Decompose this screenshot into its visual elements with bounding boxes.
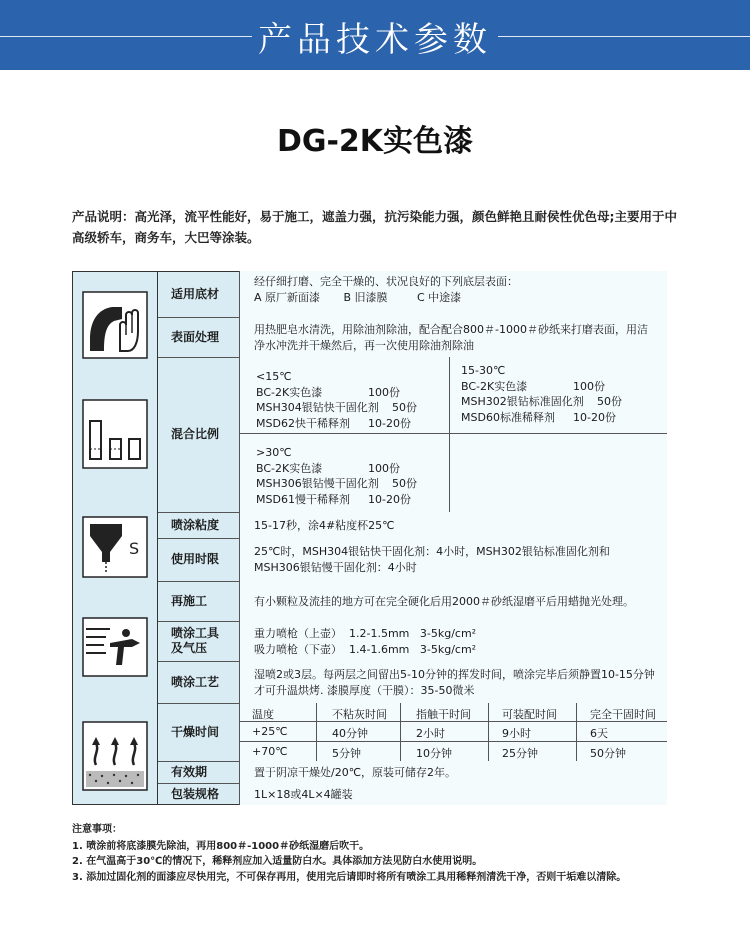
row-substrate — [158, 271, 667, 318]
row-recoat — [158, 581, 667, 622]
hand-wipe-icon — [82, 291, 148, 359]
substrate-options — [254, 290, 655, 306]
row-mix-ratio — [158, 357, 667, 513]
svg-text:S: S — [129, 539, 140, 558]
mix-qty: 50份 — [392, 401, 417, 414]
drying-header: 完全干固时间 — [590, 708, 656, 721]
row-label-line: 及气压 — [171, 641, 208, 655]
drying-cell: 2小时 — [416, 727, 445, 740]
row-surface-treatment — [158, 317, 667, 358]
mix-group-mid-temp — [461, 363, 622, 425]
mix-component: MSH306银钻慢干固化剂 — [256, 477, 379, 490]
drying-cell: 40分钟 — [332, 727, 368, 740]
row-spray-process — [158, 661, 667, 704]
mix-qty: 10-20份 — [368, 492, 411, 506]
shelf-life-content: 置于阴凉干燥处/20℃，原装可储存2年。 — [240, 761, 667, 783]
note-item: 3. 添加过固化剂的面漆应尽快用完，不可保存再用，使用完后请即时将所有喷涂工具用稀释剂清洗干净，否则干垢难以清除。 — [72, 871, 627, 883]
mix-qty: 100份 — [368, 385, 400, 399]
mix-temp: 15-30℃ — [461, 364, 506, 377]
mix-qty: 50份 — [597, 395, 622, 408]
product-title: DG-2K实色漆 — [276, 124, 474, 159]
row-label-line: 喷涂工具 — [171, 626, 220, 640]
note-item: 2. 在气温高于30℃的情况下，稀释剂应加入适量防白水。具体添加方法见防白水使用说明。 — [72, 856, 483, 867]
notes-title: 注意事项： — [72, 824, 122, 835]
row-spray-tool — [158, 621, 667, 662]
mix-component: BC-2K实色漆 — [256, 385, 323, 399]
row-label: 混合比例 — [158, 357, 240, 512]
mix-qty: 50份 — [392, 477, 417, 490]
mix-group-high-temp — [256, 445, 417, 507]
row-label — [158, 621, 240, 661]
pot-life-content: 25℃时，MSH304银钻快干固化剂：4小时，MSH302银钻标准固化剂和MSH306银钻慢干固化剂：4小时 — [240, 538, 667, 581]
row-packaging — [158, 783, 667, 805]
spray-tool-content — [240, 621, 667, 661]
viscosity-content: 15-17秒，涂4#粘度杯25℃ — [240, 512, 667, 538]
header-banner — [0, 0, 750, 70]
mix-component: MSD62快干稀释剂 — [256, 416, 350, 430]
drying-header: 可装配时间 — [502, 708, 557, 721]
mix-qty: 100份 — [573, 379, 605, 393]
viscosity-cup-icon — [82, 516, 148, 578]
mix-qty: 10-20份 — [368, 416, 411, 430]
row-drying-time — [158, 703, 667, 762]
surface-content: 用热肥皂水清洗，用除油剂除油，配合配合800＃-1000＃砂纸来打磨表面，用洁净水冲洗并干燥然后，再一次使用除油剂除油 — [240, 317, 667, 357]
mix-qty: 100份 — [368, 461, 400, 475]
row-shelf-life — [158, 761, 667, 784]
mixing-ratio-icon — [82, 399, 148, 469]
row-label: 喷涂粘度 — [158, 512, 240, 538]
mix-component: BC-2K实色漆 — [461, 379, 528, 393]
spray-process-content: 湿喷2或3层。每两层之间留出5-10分钟的挥发时间，喷涂完毕后须静置10-15分钟才可升温烘烤. 漆膜厚度（干膜）：35-50微米 — [240, 661, 667, 703]
drying-cell: 50分钟 — [590, 747, 626, 760]
mix-component: MSH304银钻快干固化剂 — [256, 401, 379, 414]
row-label: 使用时限 — [158, 538, 240, 581]
drying-cell: 10分钟 — [416, 747, 452, 760]
row-label: 有效期 — [158, 761, 240, 783]
drying-heat-icon — [82, 721, 148, 791]
mix-component: MSD61慢干稀释剂 — [256, 492, 350, 506]
mix-group-low-temp — [256, 369, 417, 431]
substrate-option: B 旧漆膜 — [343, 291, 388, 304]
substrate-content — [240, 271, 667, 317]
drying-header: 指触干时间 — [416, 708, 471, 721]
row-label: 喷涂工艺 — [158, 661, 240, 703]
pictogram-column — [72, 271, 158, 805]
mix-temp: <15℃ — [256, 370, 292, 383]
row-label: 包装规格 — [158, 783, 240, 805]
mix-qty: 10-20份 — [573, 410, 616, 424]
row-viscosity — [158, 512, 667, 539]
drying-cell: +25℃ — [252, 725, 288, 738]
notes-section — [72, 822, 682, 885]
recoat-content: 有小颗粒及流挂的地方可在完全硬化后用2000＃砂纸湿磨平后用蜡抛光处理。 — [240, 581, 667, 621]
note-item: 1. 喷涂前将底漆膜先除油，再用800＃-1000＃砂纸湿磨后吹干。 — [72, 840, 370, 852]
row-label: 干燥时间 — [158, 703, 240, 761]
row-label: 适用底材 — [158, 271, 240, 317]
mix-component: BC-2K实色漆 — [256, 461, 323, 475]
drying-header: 温度 — [252, 708, 274, 721]
substrate-line: 经仔细打磨、完全干燥的、状况良好的下列底层表面： — [254, 275, 518, 288]
drying-cell: 25分钟 — [502, 747, 538, 760]
mix-content — [240, 357, 667, 512]
packaging-content: 1L×18或4L×4罐装 — [240, 783, 667, 805]
spray-gun-icon — [82, 617, 148, 677]
drying-cell: +70℃ — [252, 745, 288, 758]
drying-table — [240, 703, 667, 761]
mix-component: MSD60标准稀释剂 — [461, 410, 555, 424]
banner-title: 产品技术参数 — [258, 20, 492, 60]
product-description: 产品说明：高光泽，流平性能好，易于施工，遮盖力强，抗污染能力强，颜色鲜艳且耐侯性优色母;主要用于中高级轿车，商务车，大巴等涂装。 — [72, 209, 678, 245]
drying-header: 不粘灰时间 — [332, 708, 387, 721]
spray-tool-line: 吸力喷枪（下壶） 1.4-1.6mm 3-5kg/cm² — [254, 642, 477, 656]
drying-cell: 6天 — [590, 727, 608, 740]
substrate-option: C 中途漆 — [417, 291, 462, 304]
mix-temp: >30℃ — [256, 446, 292, 459]
drying-cell: 9小时 — [502, 727, 531, 740]
row-label: 再施工 — [158, 581, 240, 621]
mix-component: MSH302银钻标准固化剂 — [461, 395, 584, 408]
spray-tool-line: 重力喷枪（上壶） 1.2-1.5mm 3-5kg/cm² — [254, 626, 477, 640]
substrate-option: A 原厂新面漆 — [254, 291, 321, 304]
row-label: 表面处理 — [158, 317, 240, 357]
row-pot-life — [158, 538, 667, 582]
drying-cell: 5分钟 — [332, 747, 361, 760]
